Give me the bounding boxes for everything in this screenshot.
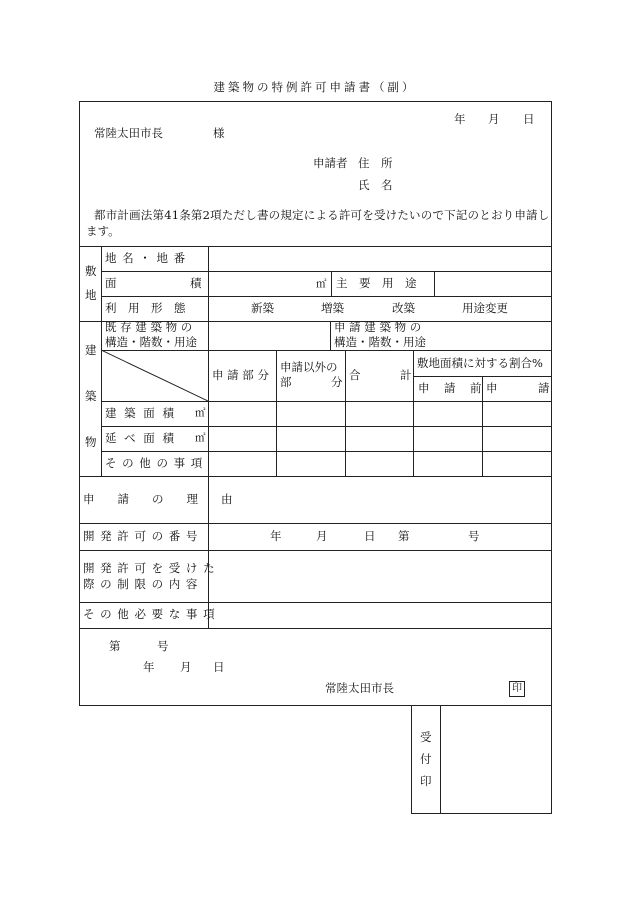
col-before-c: 前	[470, 381, 482, 395]
building-label-3: 物	[85, 435, 97, 449]
applied-label-1: 申 請 建 築 物 の	[334, 320, 422, 334]
col-after-a: 申	[486, 381, 498, 395]
main-use-label: 主 要 用 途	[336, 276, 417, 290]
row-building-area: 建 築 面 積	[105, 406, 176, 420]
use-option-extend: 増築	[321, 301, 344, 315]
area-label-a: 面	[105, 276, 117, 290]
area-label-b: 積	[190, 276, 202, 290]
dev-number-label: 開 発 許 可 の 番 号	[83, 529, 199, 543]
col-total-a: 合	[349, 368, 361, 382]
dev-number-month: 月	[316, 529, 328, 543]
row-floor-area: 延 べ 面 積	[105, 431, 176, 445]
col-other-1: 申請以外の	[280, 360, 338, 374]
dev-number-year: 年	[270, 529, 282, 543]
dev-number-day: 日	[364, 529, 376, 543]
footer-dai: 第	[109, 639, 121, 653]
row-other: そ の 他 の 事 項	[105, 456, 204, 470]
restriction-label-2: 際 の 制 限 の 内 容	[83, 577, 199, 591]
header-day: 日	[523, 112, 535, 126]
col-other-2a: 部	[280, 375, 292, 389]
address-label: 住 所	[358, 156, 393, 170]
location-label: 地 名 ・ 地 番	[105, 251, 187, 265]
building-label-1: 建	[85, 343, 97, 357]
col-after-b: 請	[538, 381, 550, 395]
building-label-2: 築	[85, 389, 97, 403]
applicant-label: 申請者	[313, 156, 348, 170]
row-building-area-unit: ㎡	[195, 407, 206, 419]
addressee: 常陸太田市長	[94, 126, 163, 140]
other-label: そ の 他 必 要 な 事 項	[83, 607, 216, 621]
header-month: 月	[488, 112, 500, 126]
receipt-char-1: 受	[420, 730, 432, 744]
col-total-b: 計	[400, 368, 412, 382]
footer-month: 月	[180, 660, 192, 674]
col-other-2b: 分	[331, 375, 343, 389]
footer-year: 年	[143, 660, 155, 674]
seal-mark: 印	[509, 681, 525, 697]
col-ratio: 敷地面積に対する割合%	[417, 356, 543, 370]
receipt-char-2: 付	[420, 752, 432, 766]
statement-text-cont: ます。	[86, 224, 120, 238]
area-unit: ㎡	[316, 278, 327, 290]
use-option-change: 用途変更	[462, 301, 508, 315]
reason-label: 申 請 の 理 由	[83, 492, 233, 506]
restriction-label-1: 開 発 許 可 を 受 け た	[83, 561, 216, 575]
dev-number-dai: 第	[398, 529, 410, 543]
footer-mayor: 常陸太田市長	[325, 681, 394, 695]
form-title: 建築物の特例許可申請書（副）	[213, 80, 417, 94]
statement-text: 都市計画法第41条第2項ただし書の規定による許可を受けたいので下記のとおり申請し	[94, 208, 550, 222]
use-option-rebuild: 改築	[392, 301, 415, 315]
dev-number-go: 号	[468, 529, 480, 543]
diagonal-line	[101, 350, 208, 401]
footer-day: 日	[213, 660, 225, 674]
applied-label-2: 構造・階数・用途	[334, 335, 426, 349]
site-label-top: 敷	[85, 264, 97, 278]
site-label-bottom: 地	[85, 288, 97, 302]
name-label: 氏 名	[358, 178, 393, 192]
use-option-new: 新築	[251, 301, 274, 315]
header-year: 年	[454, 112, 466, 126]
receipt-char-3: 印	[420, 774, 432, 788]
row-floor-area-unit: ㎡	[195, 432, 206, 444]
col-applied: 申 請 部 分	[212, 368, 269, 382]
col-before-b: 請	[444, 381, 456, 395]
col-before-a: 申	[418, 381, 430, 395]
existing-label-1: 既 存 建 築 物 の	[105, 320, 193, 334]
footer-go: 号	[157, 639, 169, 653]
existing-label-2: 構造・階数・用途	[105, 335, 197, 349]
addressee-honorific: 様	[213, 126, 225, 140]
use-form-label: 利 用 形 態	[105, 301, 186, 315]
